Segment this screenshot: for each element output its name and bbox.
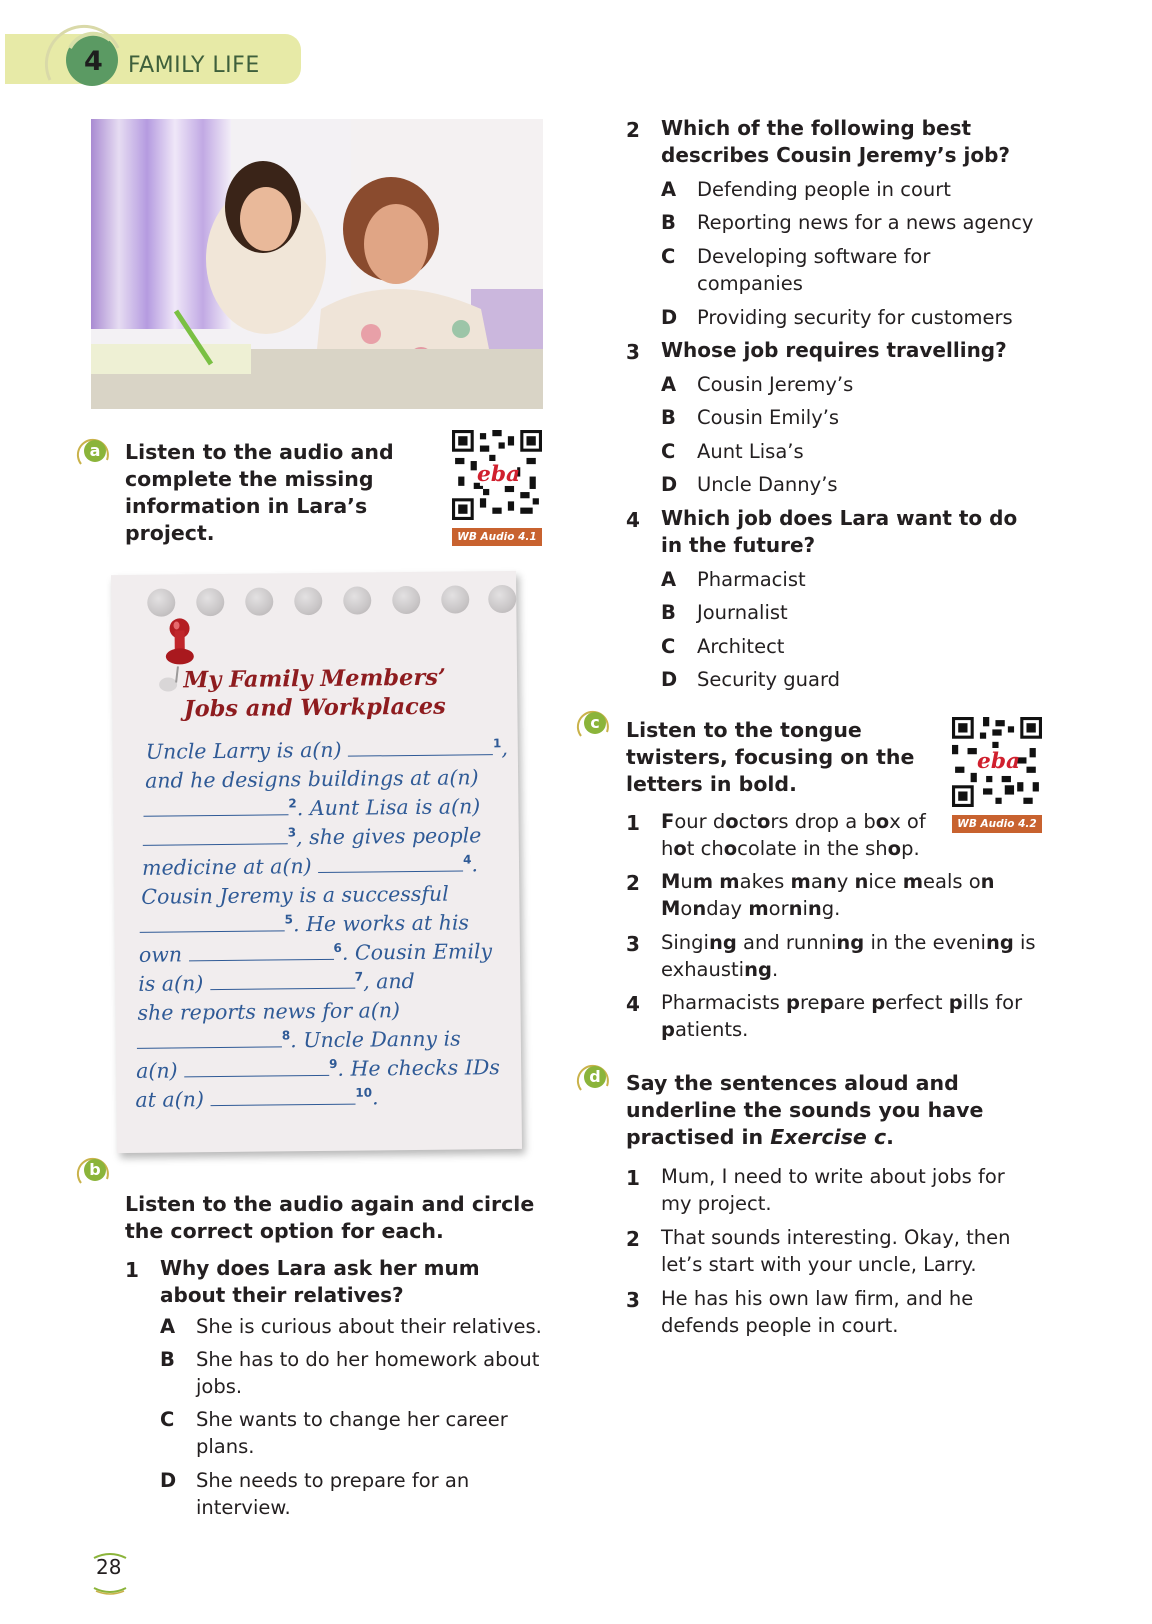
- bold-sound: o: [673, 837, 687, 860]
- qr-code-icon: [452, 430, 542, 520]
- bold-sound: n: [822, 870, 837, 893]
- twister-text: our d: [674, 810, 726, 833]
- option-text[interactable]: She is curious about their relatives.: [196, 1315, 542, 1338]
- twister-text: or: [768, 897, 789, 920]
- option-letter[interactable]: D: [661, 668, 678, 691]
- option-text[interactable]: She wants to change her career plans.: [196, 1408, 508, 1458]
- answer-blank[interactable]: [140, 913, 285, 933]
- exercise-d-instruction: [626, 1070, 1046, 1151]
- twister-text: day: [706, 897, 749, 920]
- option-text[interactable]: Security guard: [697, 668, 841, 691]
- question-text: Why does Lara ask her mum about their relatives?: [160, 1256, 480, 1307]
- note-text: .: [471, 852, 479, 877]
- option-letter[interactable]: C: [661, 245, 676, 268]
- bold-sound: o: [723, 837, 738, 860]
- twister-text: h: [661, 837, 674, 860]
- unit-title: FAMILY LIFE: [128, 53, 260, 78]
- blank-number: 3: [287, 825, 297, 840]
- exercise-a-instruction: Listen to the audio and complete the missing information in Lara’s project.: [125, 440, 394, 545]
- blank-number: 8: [281, 1028, 291, 1043]
- twister-text: Pharmacists: [661, 991, 786, 1014]
- bold-sound: n: [980, 870, 995, 893]
- twister-number: 3: [626, 932, 640, 956]
- question-number: 1: [125, 1258, 139, 1282]
- option-letter[interactable]: D: [661, 306, 678, 329]
- blank-number: 2: [288, 796, 297, 811]
- page-number: 28: [96, 1555, 122, 1579]
- note-line: [139, 939, 492, 967]
- blank-number: 6: [333, 940, 342, 955]
- twister-text: atients.: [674, 1018, 749, 1041]
- twister-text: is: [1013, 931, 1036, 954]
- eba-logo: eba: [977, 749, 1021, 775]
- answer-blank[interactable]: [188, 942, 333, 962]
- answer-blank[interactable]: [348, 737, 493, 757]
- note-text: . He checks IDs: [337, 1055, 500, 1081]
- twister-text: re: [799, 991, 820, 1014]
- sentence-number: 3: [626, 1288, 640, 1312]
- bold-sound: p: [819, 991, 834, 1014]
- twister-text: and runni: [736, 931, 837, 954]
- answer-blank[interactable]: [143, 797, 288, 817]
- option-text[interactable]: Cousin Emily’s: [697, 406, 840, 429]
- note-text: and he designs buildings at a(n): [145, 765, 479, 793]
- option-letter[interactable]: A: [661, 568, 677, 591]
- twister-text: Singi: [661, 931, 709, 954]
- bold-sound: M: [661, 870, 681, 893]
- question-number: 4: [626, 508, 640, 532]
- option-text[interactable]: Reporting news for a news agency: [697, 211, 1034, 234]
- audio-label: WB Audio 4.1: [452, 528, 542, 546]
- twister-text: are: [833, 991, 872, 1014]
- note-text: .: [371, 1085, 379, 1110]
- option-letter[interactable]: C: [661, 440, 676, 463]
- bold-sound: m: [790, 870, 811, 893]
- bold-sound: m: [719, 870, 740, 893]
- tongue-twister-4: [661, 989, 1041, 1043]
- note-text: Cousin Jeremy is a successful: [141, 881, 449, 909]
- twister-text: p.: [901, 837, 920, 860]
- twister-text: u: [680, 870, 693, 893]
- exercise-c-badge: [575, 706, 613, 744]
- twister-number: 4: [626, 992, 640, 1016]
- note-title-line2: Jobs and Workplaces: [183, 693, 446, 723]
- option-letter[interactable]: D: [661, 473, 678, 496]
- eba-logo: eba: [477, 462, 521, 488]
- tongue-twister-2: [661, 868, 1021, 922]
- punch-hole: [196, 588, 224, 616]
- note-text: , she gives people: [295, 823, 482, 850]
- sentence-number: 1: [626, 1166, 640, 1190]
- twister-text: x of: [889, 810, 926, 833]
- note-text: own: [138, 942, 189, 967]
- note-text: Uncle Larry is a(n): [145, 737, 349, 764]
- answer-blank[interactable]: [137, 1029, 282, 1049]
- twister-text: a: [810, 870, 823, 893]
- unit-number: 4: [84, 46, 103, 77]
- bold-sound: n: [854, 870, 869, 893]
- option-text[interactable]: Aunt Lisa’s: [697, 440, 804, 463]
- twister-text: colate in the sh: [737, 837, 888, 860]
- bold-sound: m: [902, 870, 924, 893]
- punch-hole: [343, 586, 371, 614]
- note-line: [146, 736, 508, 764]
- note-line: [137, 1027, 461, 1054]
- note-line: [143, 794, 480, 822]
- twister-text: erfect: [885, 991, 949, 1014]
- bold-sound: M: [661, 897, 681, 920]
- tongue-twister-1: [661, 808, 961, 862]
- punch-hole: [392, 586, 420, 614]
- lara-project-note-card: [111, 571, 522, 1153]
- note-text: is a(n): [138, 971, 210, 996]
- blank-number: 1: [492, 736, 502, 751]
- bold-sound: ng: [744, 958, 772, 981]
- instruction-end: .: [886, 1125, 894, 1149]
- bold-sound: ng: [708, 931, 737, 954]
- punch-hole: [441, 585, 469, 613]
- instruction-text: Say the sentences aloud and underline the sounds you have practised in: [626, 1071, 984, 1149]
- sentence-text: That sounds interesting. Okay, then let’s start with your uncle, Larry.: [661, 1226, 1011, 1276]
- exercise-letter: a: [84, 440, 106, 462]
- note-line: [143, 823, 482, 851]
- option-text[interactable]: Cousin Jeremy’s: [697, 373, 854, 396]
- option-letter[interactable]: A: [160, 1315, 176, 1338]
- note-text: . Aunt Lisa is a(n): [296, 794, 481, 821]
- option-letter[interactable]: B: [160, 1348, 175, 1371]
- twister-text: y: [836, 870, 855, 893]
- blank-number: 7: [354, 969, 364, 984]
- note-text: at a(n): [135, 1087, 211, 1112]
- option-text[interactable]: She has to do her homework about jobs.: [196, 1348, 540, 1398]
- note-text: . Uncle Danny is: [290, 1026, 461, 1053]
- twister-text: eals o: [923, 870, 981, 893]
- question-text: Which of the following best describes Cousin Jeremy’s job?: [661, 116, 1011, 167]
- exercise-c-instruction: Listen to the tongue twisters, focusing on the letters in bold.: [626, 718, 915, 796]
- answer-blank[interactable]: [318, 853, 463, 873]
- note-line: [140, 910, 470, 937]
- sentence-text: Mum, I need to write about jobs for my project.: [661, 1165, 1005, 1215]
- twister-text: akes: [739, 870, 791, 893]
- note-text: , and: [363, 968, 415, 994]
- exercise-b-badge: [75, 1153, 113, 1191]
- exercise-letter: b: [84, 1159, 106, 1181]
- bold-sound: p: [786, 991, 800, 1014]
- bold-sound: p: [871, 991, 886, 1014]
- twister-text: rs drop a b: [770, 810, 876, 833]
- sentence-text: He has his own law firm, and he defends people in court.: [661, 1287, 974, 1337]
- bold-sound: ng: [985, 931, 1014, 954]
- note-text: ,: [501, 735, 509, 761]
- note-title-line1: My Family Members’: [183, 664, 446, 694]
- option-text[interactable]: Pharmacist: [697, 568, 806, 591]
- twister-text: o: [680, 897, 693, 920]
- note-line: [135, 1085, 378, 1112]
- option-letter[interactable]: B: [661, 601, 676, 624]
- bold-sound: F: [661, 810, 675, 833]
- answer-blank[interactable]: [143, 826, 288, 846]
- bold-sound: o: [757, 810, 771, 833]
- twister-text: t ch: [686, 837, 724, 860]
- note-line: [137, 998, 400, 1025]
- photo-mother-daughter-homework: [91, 119, 543, 409]
- bold-sound: ng: [836, 931, 865, 954]
- option-text[interactable]: Architect: [697, 635, 785, 658]
- note-line: [141, 882, 449, 909]
- bold-sound: o: [725, 810, 739, 833]
- twister-text: ills for: [962, 991, 1023, 1014]
- bold-sound: n: [692, 897, 707, 920]
- bold-sound: o: [875, 810, 890, 833]
- twister-text: ct: [738, 810, 757, 833]
- answer-blank[interactable]: [210, 971, 355, 991]
- tongue-twister-3: [661, 929, 1041, 983]
- note-text: . Cousin Emily: [341, 939, 493, 965]
- exercise-b-instruction: Listen to the audio again and circle the correct option for each.: [125, 1192, 535, 1243]
- option-letter[interactable]: C: [160, 1408, 175, 1431]
- bold-sound: p: [661, 1018, 675, 1041]
- twister-text: ice: [868, 870, 903, 893]
- question-number: 3: [626, 340, 640, 364]
- twister-text: .: [771, 958, 779, 981]
- punch-hole: [294, 587, 322, 615]
- blank-number: 5: [284, 912, 294, 927]
- option-text[interactable]: Providing security for customers: [697, 306, 1013, 329]
- qr-code-audio-4-2[interactable]: [952, 717, 1042, 833]
- option-letter[interactable]: B: [661, 211, 676, 234]
- option-letter[interactable]: A: [661, 373, 677, 396]
- bold-sound: m: [692, 870, 714, 893]
- question-text: Which job does Lara want to do in the future?: [661, 506, 1018, 557]
- qr-code-icon: [952, 717, 1042, 807]
- blank-number: 10: [355, 1085, 373, 1100]
- option-letter[interactable]: D: [160, 1469, 177, 1492]
- bold-sound: n: [788, 897, 803, 920]
- blank-number: 4: [462, 852, 472, 867]
- twister-number: 2: [626, 871, 640, 895]
- question-number: 2: [626, 118, 640, 142]
- bold-sound: m: [748, 897, 769, 920]
- note-line: [138, 969, 415, 996]
- exercise-a-badge: [75, 434, 113, 472]
- option-letter[interactable]: A: [661, 178, 677, 201]
- bold-sound: p: [948, 991, 963, 1014]
- note-line: [142, 852, 478, 880]
- punch-hole: [488, 585, 516, 613]
- twister-text: i: [802, 897, 808, 920]
- note-text: a(n): [136, 1058, 185, 1083]
- audio-label: WB Audio 4.2: [952, 815, 1042, 833]
- exercise-d-badge: [575, 1060, 613, 1098]
- answer-blank[interactable]: [210, 1087, 355, 1107]
- punch-hole: [245, 587, 273, 615]
- bold-sound: o: [887, 837, 902, 860]
- note-line: [136, 1055, 500, 1083]
- sentence-number: 2: [626, 1227, 640, 1251]
- note-line: [145, 765, 479, 792]
- option-text[interactable]: Defending people in court: [697, 178, 951, 201]
- answer-blank[interactable]: [184, 1058, 329, 1078]
- twister-text: exhausti: [661, 958, 745, 981]
- option-letter[interactable]: C: [661, 635, 676, 658]
- blank-number: 9: [328, 1056, 338, 1072]
- option-letter[interactable]: B: [661, 406, 676, 429]
- note-text: medicine at a(n): [141, 853, 319, 880]
- punch-hole: [147, 588, 175, 616]
- exercise-reference: Exercise c: [770, 1125, 887, 1149]
- note-text: she reports news for a(n): [137, 998, 401, 1025]
- option-text[interactable]: Uncle Danny’s: [697, 473, 838, 496]
- option-text[interactable]: Developing software for companies: [697, 245, 931, 295]
- exercise-letter: d: [584, 1066, 606, 1088]
- option-text[interactable]: She needs to prepare for an interview.: [196, 1469, 470, 1519]
- exercise-letter: c: [584, 712, 606, 734]
- question-text: Whose job requires travelling?: [661, 338, 1007, 362]
- qr-code-audio-4-1[interactable]: [452, 430, 542, 546]
- bold-sound: n: [807, 897, 822, 920]
- twister-text: g.: [821, 897, 841, 920]
- note-text: . He works at his: [292, 910, 470, 937]
- option-text[interactable]: Journalist: [697, 601, 788, 624]
- twister-text: in the eveni: [864, 931, 986, 954]
- twister-number: 1: [626, 811, 640, 835]
